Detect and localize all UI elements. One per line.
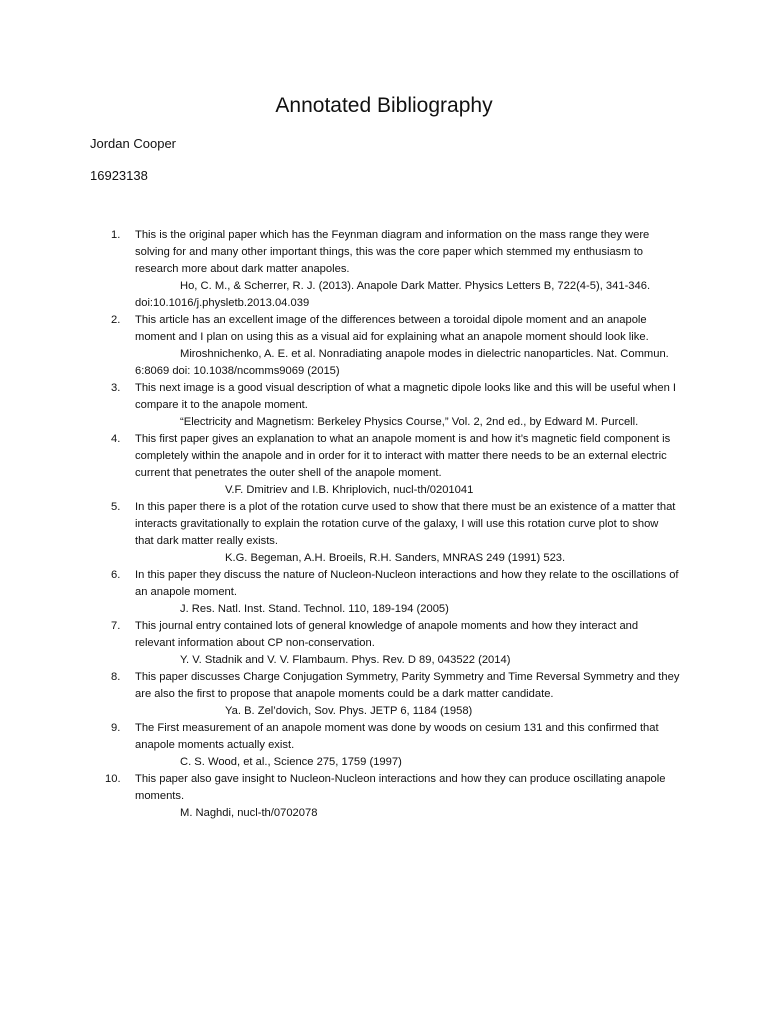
- entry-number: 5.: [111, 501, 121, 513]
- entry-number: 8.: [111, 671, 121, 683]
- entry-annotation: This journal entry contained lots of general knowledge of anapole moments and how they interact and relevant information about CP non-conservation.: [135, 620, 639, 649]
- bibliography-entry: [90, 227, 680, 312]
- entry-annotation: This article has an excellent image of the differences between a toroidal dipole moment and an anapole moment and I plan on using this as a visual aid for explaining what an anapole moment should look like.: [135, 314, 649, 343]
- entry-annotation: This first paper gives an explanation to what an anapole moment is and how it’s magnetic field component is completely within the anapole and in order for it to interact with matter there needs to be an external electric current that penetrates the outer shell of the anapole moment.: [135, 433, 671, 479]
- entry-number: 6.: [111, 569, 121, 581]
- entry-citation: V.F. Dmitriev and I.B. Khriplovich, nucl-th/0201041: [225, 484, 474, 496]
- entry-number: 3.: [111, 382, 121, 394]
- entry-citation: Ya. B. Zel’dovich, Sov. Phys. JETP 6, 1184 (1958): [225, 705, 473, 717]
- entry-number: 10.: [105, 773, 121, 785]
- entry-number: 2.: [111, 314, 121, 326]
- bibliography-entry: [90, 499, 680, 567]
- bibliography-entry: [90, 312, 680, 380]
- bibliography-entry: [90, 431, 680, 499]
- document-title: Annotated Bibliography: [275, 94, 493, 117]
- entry-number: 4.: [111, 433, 121, 445]
- entry-annotation: This next image is a good visual description of what a magnetic dipole looks like and this will be useful when I compare it to the anapole moment.: [135, 382, 677, 411]
- bibliography-entry: [90, 771, 680, 822]
- entry-annotation: This paper discusses Charge Conjugation Symmetry, Parity Symmetry and Time Reversal Symmetry and they are also the first to propose that anapole moments could be a dark matter candidate.: [135, 671, 680, 700]
- bibliography-entry: [90, 618, 680, 669]
- bibliography-entry: [90, 380, 680, 431]
- bibliography-entry: [90, 669, 680, 720]
- entry-citation: K.G. Begeman, A.H. Broeils, R.H. Sanders, MNRAS 249 (1991) 523.: [225, 552, 566, 564]
- entry-annotation: The First measurement of an anapole moment was done by woods on cesium 131 and this confirmed that anapole moments actually exist.: [135, 722, 659, 751]
- entry-annotation: This paper also gave insight to Nucleon-Nucleon interactions and how they can produce oscillating anapole moments.: [135, 773, 666, 802]
- entry-citation: [90, 346, 680, 380]
- bibliography-entry: [90, 567, 680, 618]
- entry-number: 7.: [111, 620, 121, 632]
- entry-number: 1.: [111, 229, 121, 241]
- entry-annotation: This is the original paper which has the Feynman diagram and information on the mass range they were solving for and many other important things, this was the core paper which stemmed my enthusiasm to research more about dark matter anapoles.: [135, 229, 650, 275]
- bibliography-entry: [90, 720, 680, 771]
- entry-citation: [90, 278, 680, 312]
- author-name: Jordan Cooper: [90, 136, 176, 151]
- entry-citation: “Electricity and Magnetism: Berkeley Physics Course,” Vol. 2, 2nd ed., by Edward M. Purcell.: [180, 416, 639, 428]
- entry-citation: C. S. Wood, et al., Science 275, 1759 (1997): [180, 756, 402, 768]
- entry-citation: M. Naghdi, nucl-th/0702078: [180, 807, 318, 819]
- entry-number: 9.: [111, 722, 121, 734]
- bibliography-list: [90, 227, 680, 822]
- entry-annotation: In this paper there is a plot of the rotation curve used to show that there must be an existence of a matter that interacts gravitationally to explain the rotation curve of the galaxy, I will use this rotation curve plot to show that dark matter really exists.: [135, 501, 676, 547]
- entry-annotation: In this paper they discuss the nature of Nucleon-Nucleon interactions and how they relate to the oscillations of an anapole moment.: [135, 569, 679, 598]
- entry-citation: J. Res. Natl. Inst. Stand. Technol. 110, 189-194 (2005): [180, 603, 449, 615]
- entry-citation: Y. V. Stadnik and V. V. Flambaum. Phys. Rev. D 89, 043522 (2014): [180, 654, 511, 666]
- student-id: 16923138: [90, 168, 148, 183]
- entry-citation-text: Ho, C. M., & Scherrer, R. J. (2013). Anapole Dark Matter. Physics Letters B, 722(4-5), 341-346. doi:10.1016/j.physletb.2013.04.039: [135, 280, 651, 309]
- entry-citation-text: Miroshnichenko, A. E. et al. Nonradiating anapole modes in dielectric nanoparticles. Nat. Commun. 6:8069 doi: 10.1038/ncomms9069 (2015): [135, 348, 669, 377]
